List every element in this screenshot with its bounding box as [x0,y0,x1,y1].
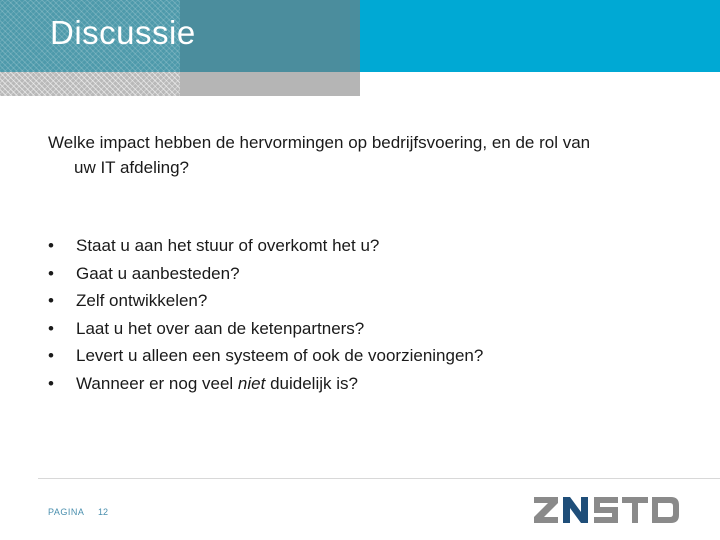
bullet-text: Staat u aan het stuur of overkomt het u? [76,236,380,255]
question-line-2: uw IT afdeling? [74,158,189,177]
bullet-list [48,232,483,397]
slide-title: Discussie [50,14,196,51]
bullet-item [48,370,483,398]
discussion-question [48,130,678,180]
bullet-item [48,260,483,288]
bullet-item [48,287,483,315]
bullet-text: Laat u het over aan de ketenpartners? [76,318,365,338]
bullet-marker: • [48,263,54,283]
bullet-item [48,342,483,370]
footer-divider [38,478,720,479]
bullet-emphasis: niet [237,373,266,393]
bullet-marker: • [48,346,54,365]
bullet-text-end: duidelijk is? [265,373,358,393]
question-line-1: Welke impact hebben de hervormingen op bedrijfsvoering, en de rol van [48,133,591,152]
bullet-item [48,232,483,260]
bullet-text: Gaat u aanbesteden? [76,263,240,283]
bullet-marker: • [48,318,54,338]
page-number: 12 [98,507,109,517]
znstd-logo-icon [532,494,682,526]
page-label: PAGINA [48,507,85,517]
bullet-text: Levert u alleen een systeem of ook de voorzieningen? [76,346,484,365]
header-grey-strip [180,72,360,96]
bullet-text: Zelf ontwikkelen? [76,291,208,310]
bullet-marker: • [48,373,54,393]
bullet-item [48,315,483,343]
bullet-text: Wanneer er nog veel [76,373,238,393]
bullet-marker: • [48,236,54,255]
header-teal-block-mid [180,0,360,72]
bullet-marker: • [48,291,54,310]
